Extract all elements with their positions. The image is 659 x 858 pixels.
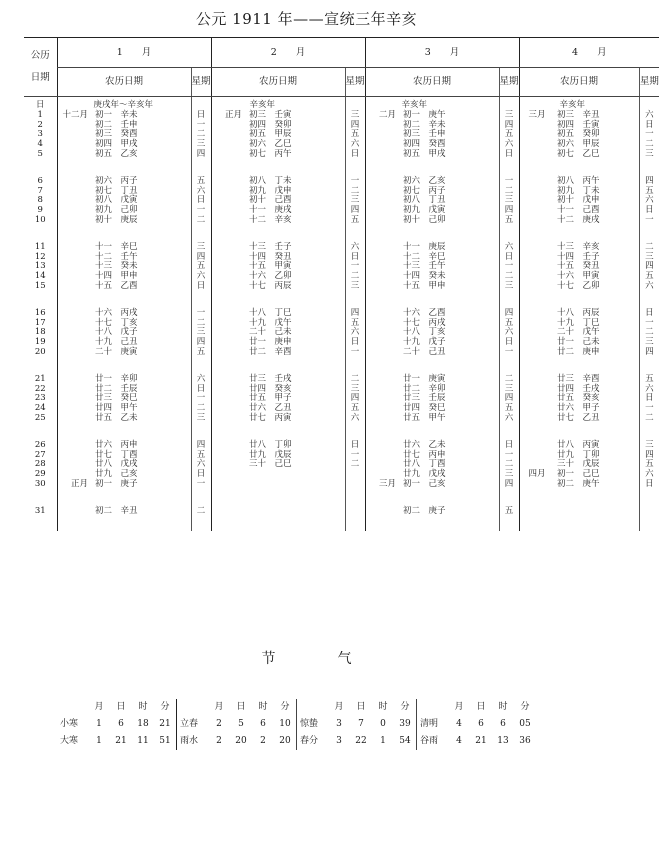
- lunar-month-mark: 四月: [519, 441, 552, 490]
- lunar-month-mark: [57, 177, 90, 226]
- jieqi-value: 6: [500, 719, 506, 729]
- jieqi-value: 6: [260, 719, 266, 729]
- week-header-3: 星期: [499, 68, 519, 97]
- lunar-header-1: 农历日期: [57, 68, 191, 97]
- lunar-date: 初二 辛丑: [95, 505, 138, 516]
- lunar-date: 初六 丙子 初七 丁丑 初八 戊寅 初九 己卯 初十 庚辰: [95, 175, 138, 225]
- jieqi-value: 36: [519, 736, 531, 746]
- jieqi-value: 4: [456, 736, 462, 746]
- lunar-month-mark: [211, 507, 244, 517]
- weekday: 三 四 五 六 日: [499, 111, 519, 160]
- lunar-month-mark: 三月: [365, 441, 398, 490]
- lunar-date: 十六 乙酉 十七 丙戌 十八 丁亥 十九 戊子 二十 己丑: [403, 307, 446, 357]
- gregorian-days: 31: [34, 505, 46, 516]
- lunar-date: 十八 丙辰 十九 丁巳 二十 戊午 廿一 己未 廿二 庚申: [557, 307, 600, 357]
- jieqi-col-header: 时: [498, 702, 508, 712]
- lunar-date: 初三 辛丑 初四 壬寅 初五 癸卯 初六 甲辰 初七 乙巳: [557, 109, 600, 159]
- weekday: 二 三 四 五 六: [345, 375, 365, 424]
- lunar-date: 廿八 丁卯 廿九 戊辰 三十 己巳: [249, 439, 292, 470]
- jieqi-col-header: 月: [454, 702, 464, 712]
- lunar-date: 初二 庚子: [403, 505, 446, 516]
- lunar-date: 廿一 庚寅 廿二 辛卯 廿三 壬辰 廿四 癸巳 廿五 甲午: [403, 373, 446, 423]
- jieqi-value: 39: [399, 719, 411, 729]
- month-header-3: 3 月: [365, 38, 519, 68]
- weekday: 日 一 二 三 四: [191, 111, 211, 160]
- lunar-month-mark: [57, 507, 90, 517]
- jieqi-name: 春分: [297, 733, 329, 750]
- jieqi-value: 22: [355, 736, 367, 746]
- month-header-1: 1 月: [57, 38, 211, 68]
- lunar-date: 廿六 乙未 廿七 丙申 廿八 丁酉 廿九 戊戌 初一 己亥: [403, 439, 446, 489]
- jieqi-col-header: 日: [116, 702, 126, 712]
- lunar-date: 十三 壬子 十四 癸丑 十五 甲寅 十六 乙卯 十七 丙辰: [249, 241, 292, 291]
- lunar-month-mark: [365, 507, 398, 517]
- day-group-row: [24, 441, 659, 490]
- day-group-row: [24, 243, 659, 292]
- year-label-1: 庚戌年～辛亥年: [57, 101, 191, 111]
- jieqi-col-header: 分: [400, 702, 410, 712]
- weekday: 六 日 一 二 三: [191, 375, 211, 424]
- lunar-date: 十八 丁巳 十九 戊午 二十 己未 廿一 庚申 廿二 辛酉: [249, 307, 292, 357]
- jieqi-name: 立春: [177, 716, 209, 733]
- lunar-date: 十三 辛亥 十四 壬子 十五 癸丑 十六 甲寅 十七 乙卯: [557, 241, 600, 291]
- jieqi-row: [57, 733, 536, 750]
- weekday: 四 五 六 日 一: [499, 309, 519, 358]
- calendar-table: [24, 37, 659, 531]
- lunar-month-mark: [211, 243, 244, 292]
- lunar-date: [244, 507, 345, 517]
- lunar-month-mark: [57, 243, 90, 292]
- jieqi-col-header: 分: [520, 702, 530, 712]
- day-group-row: [24, 375, 659, 424]
- lunar-date: 廿三 辛酉 廿四 壬戌 廿五 癸亥 廿六 甲子 廿七 乙丑: [557, 373, 600, 423]
- jieqi-value: 2: [216, 736, 222, 746]
- weekday: 四 五 六 日 一: [345, 309, 365, 358]
- jieqi-value: 2: [260, 736, 266, 746]
- weekday: 一 二 三 四 五: [191, 309, 211, 358]
- lunar-month-mark: 正月: [57, 441, 90, 490]
- jieqi-name: 雨水: [177, 733, 209, 750]
- weekday: 二 三 四 五 六: [639, 243, 659, 292]
- gregorian-days: 16 17 18 19 20: [34, 307, 46, 357]
- corner-header: [24, 38, 57, 97]
- weekday: 一 二 三 四 五: [345, 177, 365, 226]
- jieqi-col-header: 月: [334, 702, 344, 712]
- jieqi-value: 21: [159, 719, 171, 729]
- lunar-month-mark: [211, 309, 244, 358]
- lunar-month-mark: [365, 309, 398, 358]
- days-label: 日: [35, 100, 45, 110]
- lunar-month-mark: [519, 243, 552, 292]
- jieqi-value: 5: [238, 719, 244, 729]
- jieqi-value: 20: [279, 736, 291, 746]
- weekday: 三 四 五 六 日: [345, 111, 365, 160]
- lunar-date: 初一 庚午 初二 辛未 初三 壬申 初四 癸酉 初五 甲戌: [403, 109, 446, 159]
- jieqi-value: 1: [96, 736, 102, 746]
- week-header-4: 星期: [639, 68, 659, 97]
- jieqi-header-row: [57, 699, 536, 716]
- weekday: 三 四 五 六 日: [191, 243, 211, 292]
- jieqi-name: 惊蛰: [297, 716, 329, 733]
- jieqi-name: 清明: [417, 716, 449, 733]
- jieqi-title: 节 气: [261, 651, 376, 667]
- lunar-month-mark: 正月: [211, 111, 244, 160]
- lunar-date: 廿八 丙寅 廿九 丁卯 三十 戊辰 初一 己巳 初二 庚午: [557, 439, 600, 489]
- jieqi-value: 6: [478, 719, 484, 729]
- gregorian-days: 6 7 8 9 10: [34, 175, 46, 225]
- lunar-date: [552, 507, 639, 517]
- lunar-month-mark: [365, 177, 398, 226]
- weekday: [639, 507, 659, 517]
- month-header-2: 2 月: [211, 38, 365, 68]
- gregorian-days: 1 2 3 4 5: [37, 109, 43, 159]
- jieqi-value: 7: [358, 719, 364, 729]
- jieqi-col-header: 时: [138, 702, 148, 712]
- jieqi-value: 11: [137, 736, 149, 746]
- week-header-2: 星期: [345, 68, 365, 97]
- jieqi-value: 4: [456, 719, 462, 729]
- jieqi-col-header: 月: [94, 702, 104, 712]
- jieqi-value: 18: [137, 719, 149, 729]
- lunar-month-mark: [211, 375, 244, 424]
- jieqi-value: 0: [380, 719, 386, 729]
- lunar-date: 初八 丙午 初九 丁未 初十 戊申 十一 己酉 十二 庚戌: [557, 175, 600, 225]
- lunar-date: 廿三 壬戌 廿四 癸亥 廿五 甲子 廿六 乙丑 廿七 丙寅: [249, 373, 292, 423]
- weekday: 六 日 一 二 三: [499, 243, 519, 292]
- lunar-date: 十一 辛巳 十二 壬午 十三 癸未 十四 甲申 十五 乙酉: [95, 241, 138, 291]
- page-title: 公元 1911 年——宣统三年辛亥: [195, 10, 418, 28]
- weekday: 四 五 六 日 一: [639, 177, 659, 226]
- weekday: 二: [191, 507, 211, 517]
- day-group-row: [24, 177, 659, 226]
- jieqi-value: 13: [497, 736, 509, 746]
- year-label-2: 辛亥年: [211, 101, 345, 111]
- jieqi-name: 小寒: [60, 719, 79, 729]
- corner-top-label: 公历: [30, 50, 50, 61]
- jieqi-col-header: 时: [378, 702, 388, 712]
- jieqi-value: 20: [235, 736, 247, 746]
- jieqi-value: 1: [96, 719, 102, 729]
- lunar-month-mark: [519, 375, 552, 424]
- lunar-date: 廿一 辛卯 廿二 壬辰 廿三 癸巳 廿四 甲午 廿五 乙未: [95, 373, 138, 423]
- jieqi-col-header: 日: [236, 702, 246, 712]
- jieqi-value: 21: [115, 736, 127, 746]
- weekday: 三 四 五 六 日: [639, 441, 659, 490]
- jieqi-value: 21: [475, 736, 487, 746]
- jieqi-row: [57, 716, 536, 733]
- jieqi-name: 大寒: [60, 736, 79, 746]
- jieqi-value: 51: [159, 736, 171, 746]
- lunar-month-mark: 十二月: [57, 111, 90, 160]
- jieqi-value: 54: [399, 736, 411, 746]
- lunar-month-mark: 二月: [365, 111, 398, 160]
- weekday: 五 六 日 一 二: [191, 177, 211, 226]
- gregorian-days: 11 12 13 14 15: [34, 241, 46, 291]
- weekday: 六 日 一 二 三: [639, 111, 659, 160]
- lunar-header-2: 农历日期: [211, 68, 345, 97]
- weekday: 五 六 日 一 二: [639, 375, 659, 424]
- lunar-header-4: 农历日期: [519, 68, 639, 97]
- lunar-date: 十六 丙戌 十七 丁亥 十八 戊子 十九 己丑 二十 庚寅: [95, 307, 138, 357]
- jieqi-col-header: 时: [258, 702, 268, 712]
- lunar-month-mark: [519, 309, 552, 358]
- day-group-row: [24, 507, 659, 517]
- weekday: 四 五 六 日 一: [191, 441, 211, 490]
- month-header-4: 4 月: [519, 38, 659, 68]
- jieqi-value: 1: [380, 736, 386, 746]
- lunar-header-3: 农历日期: [365, 68, 499, 97]
- jieqi-value: 2: [216, 719, 222, 729]
- year-label-3: 辛亥年: [365, 101, 499, 111]
- jieqi-col-header: 月: [214, 702, 224, 712]
- lunar-date: 初六 乙亥 初七 丙子 初八 丁丑 初九 戊寅 初十 己卯: [403, 175, 446, 225]
- lunar-month-mark: [211, 177, 244, 226]
- weekday: 二 三 四 五 六: [499, 375, 519, 424]
- weekday: [345, 507, 365, 517]
- jieqi-value: 10: [279, 719, 291, 729]
- lunar-date: 初八 丁未 初九 戊申 初十 己酉 十一 庚戌 十二 辛亥: [249, 175, 292, 225]
- lunar-month-mark: [519, 507, 552, 517]
- weekday: 六 日 一 二 三: [345, 243, 365, 292]
- lunar-month-mark: [57, 309, 90, 358]
- jieqi-col-header: 分: [280, 702, 290, 712]
- lunar-date: 十一 庚辰 十二 辛巳 十三 壬午 十四 癸未 十五 甲申: [403, 241, 446, 291]
- weekday: 日 一 二 三 四: [499, 441, 519, 490]
- lunar-month-mark: [365, 243, 398, 292]
- jieqi-value: 05: [519, 719, 531, 729]
- corner-bottom-label: 日期: [30, 72, 50, 83]
- lunar-date: 初三 壬寅 初四 癸卯 初五 甲辰 初六 乙巳 初七 丙午: [249, 109, 292, 159]
- weekday: 一 二 三 四 五: [499, 177, 519, 226]
- jieqi-value: 6: [118, 719, 124, 729]
- gregorian-days: 21 22 23 24 25: [34, 373, 46, 423]
- lunar-month-mark: [519, 177, 552, 226]
- jieqi-col-header: 日: [356, 702, 366, 712]
- lunar-month-mark: [211, 441, 244, 490]
- jieqi-value: 3: [336, 719, 342, 729]
- jieqi-col-header: 分: [160, 702, 170, 712]
- lunar-month-mark: [365, 375, 398, 424]
- jieqi-col-header: 日: [476, 702, 486, 712]
- weekday: 五: [499, 507, 519, 517]
- day-group-row: [24, 309, 659, 358]
- year-label-4: 辛亥年: [519, 101, 639, 111]
- lunar-month-mark: [57, 375, 90, 424]
- day-group-row: [24, 111, 659, 160]
- weekday: 日 一 二: [345, 441, 365, 490]
- jieqi-table: [57, 699, 536, 750]
- lunar-date: 初一 辛未 初二 壬申 初三 癸酉 初四 甲戌 初五 乙亥: [95, 109, 138, 159]
- week-header-1: 星期: [191, 68, 211, 97]
- gregorian-days: 26 27 28 29 30: [34, 439, 46, 489]
- lunar-date: 廿六 丙申 廿七 丁酉 廿八 戊戌 廿九 己亥 初一 庚子: [95, 439, 138, 489]
- lunar-month-mark: 三月: [519, 111, 552, 160]
- jieqi-value: 3: [336, 736, 342, 746]
- jieqi-name: 谷雨: [417, 733, 449, 750]
- weekday: 日 一 二 三 四: [639, 309, 659, 358]
